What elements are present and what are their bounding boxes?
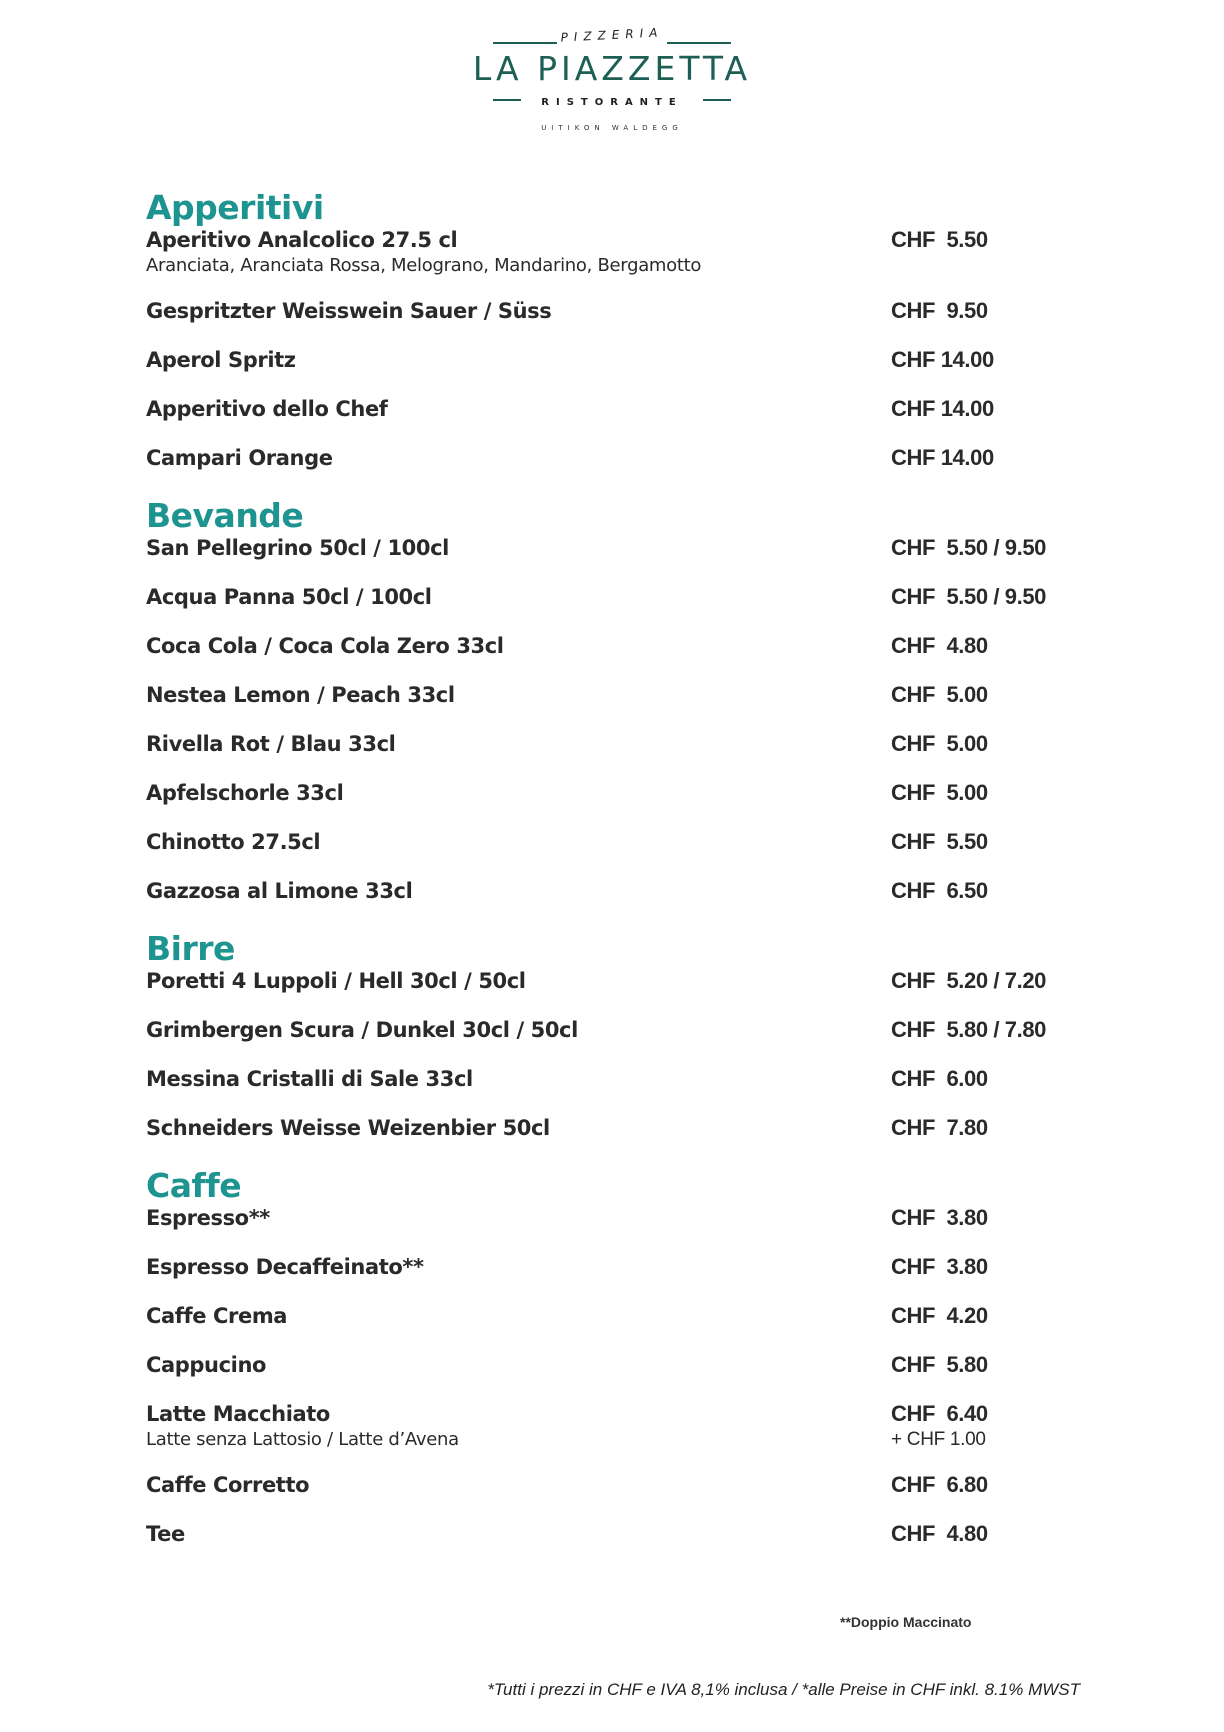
menu-section-caffe [146, 1168, 1086, 1548]
item-price: CHF 6.80 [891, 1472, 988, 1497]
item-price: CHF 5.00 [891, 731, 988, 756]
menu-item [146, 534, 1086, 562]
item-name: Coca Cola / Coca Cola Zero 33cl [146, 634, 504, 658]
item-description: Latte senza Lattosio / Latte d’Avena [146, 1429, 459, 1450]
menu-item [146, 1204, 1086, 1232]
menu-item [146, 779, 1086, 807]
menu-item [146, 681, 1086, 709]
menu-item [146, 1065, 1086, 1093]
item-name: Campari Orange [146, 446, 333, 470]
menu-item [146, 395, 1086, 423]
item-price: CHF 5.00 [891, 682, 988, 707]
menu-item [146, 226, 1086, 278]
section-title: Apperitivi [146, 188, 324, 227]
item-name: Latte Macchiato [146, 1402, 330, 1426]
item-price: CHF 5.80 / 7.80 [891, 1017, 1047, 1042]
item-name: Messina Cristalli di Sale 33cl [146, 1067, 473, 1091]
menu-item [146, 1302, 1086, 1330]
logo-pizzeria-text: PIZZERIA [560, 25, 664, 45]
item-description: Aranciata, Aranciata Rossa, Melograno, Mandarino, Bergamotto [146, 255, 702, 276]
item-price: CHF 14.00 [891, 396, 994, 421]
menu-section-bevande [146, 498, 1086, 905]
item-price: CHF 6.00 [891, 1066, 988, 1091]
item-price: CHF 5.50 / 9.50 [891, 584, 1047, 609]
logo-subtitle-row [0, 90, 1224, 110]
item-price: CHF 3.80 [891, 1254, 988, 1279]
item-name: Espresso** [146, 1206, 270, 1230]
item-price: CHF 3.80 [891, 1205, 988, 1230]
menu-item [146, 1400, 1086, 1452]
menu-item [146, 730, 1086, 758]
item-name: Apperitivo dello Chef [146, 397, 388, 421]
section-title: Birre [146, 929, 235, 968]
menu-item [146, 828, 1086, 856]
menu-item [146, 1114, 1086, 1142]
logo-divider [703, 99, 731, 101]
vat-note: *Tutti i prezzi in CHF e IVA 8,1% inclusa / *alle Preise in CHF inkl. 8.1% MWST [487, 1680, 1080, 1699]
menu-item [146, 1471, 1086, 1499]
section-title: Caffe [146, 1166, 242, 1205]
logo-divider [493, 42, 557, 44]
item-price: CHF 7.80 [891, 1115, 988, 1140]
menu-item [146, 444, 1086, 472]
section-title: Bevande [146, 496, 304, 535]
item-price: CHF 5.50 / 9.50 [891, 535, 1047, 560]
item-price: CHF 14.00 [891, 445, 994, 470]
item-name: Gespritzter Weisswein Sauer / Süss [146, 299, 552, 323]
menu-item [146, 1351, 1086, 1379]
item-price: CHF 6.40 [891, 1401, 988, 1426]
item-price: CHF 4.20 [891, 1303, 988, 1328]
item-price: CHF 6.50 [891, 878, 988, 903]
logo-divider [493, 99, 521, 101]
logo-subtitle: RISTORANTE [541, 97, 683, 108]
logo-title: LA PIAZZETTA [472, 49, 752, 88]
item-name: Grimbergen Scura / Dunkel 30cl / 50cl [146, 1018, 578, 1042]
menu-item [146, 1016, 1086, 1044]
item-name: San Pellegrino 50cl / 100cl [146, 536, 449, 560]
restaurant-logo [0, 22, 1224, 132]
item-price: CHF 9.50 [891, 298, 988, 323]
menu-item [146, 1520, 1086, 1548]
menu-item [146, 583, 1086, 611]
item-name: Caffe Corretto [146, 1473, 310, 1497]
item-price: CHF 4.80 [891, 1521, 988, 1546]
item-price: CHF 5.80 [891, 1352, 988, 1377]
item-name: Chinotto 27.5cl [146, 830, 321, 854]
item-name: Espresso Decaffeinato** [146, 1255, 424, 1279]
item-name: Acqua Panna 50cl / 100cl [146, 585, 432, 609]
menu-item [146, 297, 1086, 325]
item-name: Aperol Spritz [146, 348, 296, 372]
item-price: CHF 5.00 [891, 780, 988, 805]
item-price: CHF 5.20 / 7.20 [891, 968, 1047, 993]
item-name: Apfelschorle 33cl [146, 781, 344, 805]
menu-section-apperitivi [146, 190, 1086, 472]
item-name: Caffe Crema [146, 1304, 288, 1328]
item-name: Gazzosa al Limone 33cl [146, 879, 413, 903]
item-name: Poretti 4 Luppoli / Hell 30cl / 50cl [146, 969, 526, 993]
item-name: Cappucino [146, 1353, 267, 1377]
menu-item [146, 877, 1086, 905]
item-name: Aperitivo Analcolico 27.5 cl [146, 228, 458, 252]
menu-section-birre [146, 931, 1086, 1142]
item-price: CHF 5.50 [891, 227, 988, 252]
item-name: Tee [146, 1522, 185, 1546]
drinks-menu [146, 190, 1086, 1574]
item-price: CHF 5.50 [891, 829, 988, 854]
item-name: Nestea Lemon / Peach 33cl [146, 683, 455, 707]
menu-item [146, 632, 1086, 660]
item-name: Schneiders Weisse Weizenbier 50cl [146, 1116, 550, 1140]
logo-location: UITIKON WALDEGG [541, 124, 683, 132]
logo-divider [667, 42, 731, 44]
menu-item [146, 1253, 1086, 1281]
item-price: CHF 4.80 [891, 633, 988, 658]
item-name: Rivella Rot / Blau 33cl [146, 732, 396, 756]
item-price: CHF 14.00 [891, 347, 994, 372]
logo-top-row [0, 22, 1224, 44]
item-price-surcharge: + CHF 1.00 [891, 1429, 986, 1450]
menu-item [146, 967, 1086, 995]
menu-item [146, 346, 1086, 374]
footnote-doppio: **Doppio Maccinato [840, 1614, 972, 1630]
